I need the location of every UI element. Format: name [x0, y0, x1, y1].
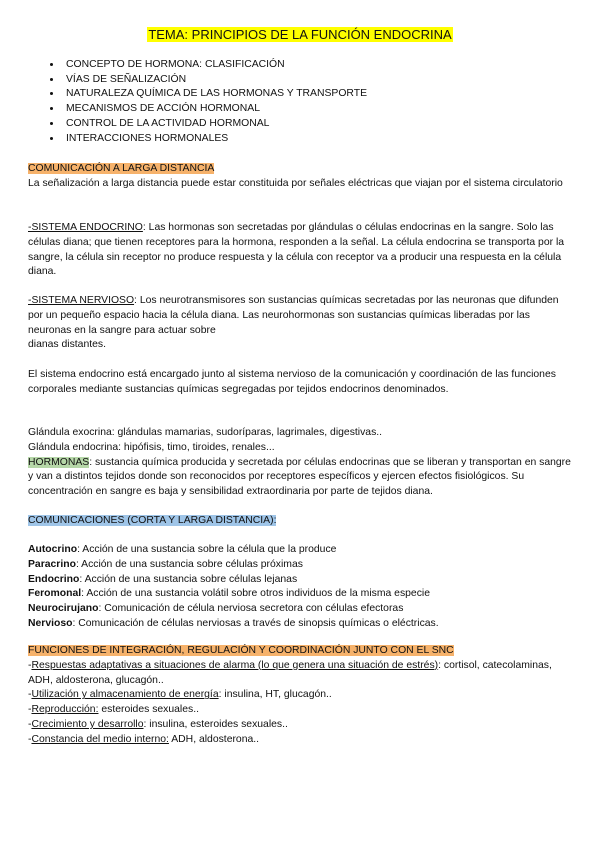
- list-item: [28, 602, 576, 617]
- topic-item: • NATURALEZA QUÍMICA DE LAS HORMONAS Y TRANSPORTE: [62, 87, 367, 102]
- communication-term: Endocrino: [28, 573, 80, 585]
- list-item: [28, 558, 576, 573]
- endocrine-system-paragraph: [28, 221, 576, 280]
- list-item: -Constancia del medio interno: ADH, aldosterona..: [28, 733, 260, 745]
- function-label: Crecimiento y desarrollo: [31, 718, 144, 730]
- function-label: Utilización y almacenamiento de energía: [31, 689, 219, 701]
- list-item: [28, 587, 576, 602]
- hormones-label: HORMONAS: [28, 456, 90, 468]
- communication-term: Nervioso: [28, 617, 73, 629]
- endocrine-gland-line: Glándula endocrina: hipófisis, timo, tiroides, renales...: [28, 441, 275, 453]
- nervous-system-paragraph: [28, 294, 576, 353]
- list-item: [28, 617, 576, 632]
- long-distance-heading: COMUNICACIÓN A LARGA DISTANCIA: [28, 163, 215, 174]
- endocrine-system-text: : Las hormonas son secretadas por glándulas o células endocrinas en la sangre. Solo las células diana; que tienen receptores para la hormona, responden a la señal. La célula endocrina se transporta por la sangre, la célula sin receptor no produce respuesta y la célula con receptor va a producir una respuesta en la célula diana.: [28, 222, 565, 278]
- list-item: -Respuestas adaptativas a situaciones de alarma (lo que genera una situación de estrés): cortisol, catecolaminas, ADH, aldosterona, glucagón..: [28, 659, 552, 686]
- list-item: [28, 573, 576, 588]
- function-text: : insulina, esteroides sexuales..: [143, 718, 288, 730]
- function-label: Constancia del medio interno:: [31, 733, 169, 745]
- communication-term: Paracrino: [28, 558, 76, 570]
- nervous-system-text-end: dianas distantes.: [28, 339, 106, 351]
- topic-item: • CONCEPTO DE HORMONA: CLASIFICACIÓN: [62, 58, 367, 73]
- communications-list: [28, 543, 576, 632]
- function-text: ADH, aldosterona..: [168, 733, 260, 745]
- topic-item: • VÍAS DE SEÑALIZACIÓN: [62, 73, 367, 88]
- list-item: [28, 543, 576, 558]
- communication-desc: : Comunicación de célula nerviosa secretora con células efectoras: [98, 603, 404, 615]
- topic-item: • INTERACCIONES HORMONALES: [62, 132, 367, 147]
- communication-desc: : Acción de una sustancia sobre la célula que la produce: [77, 544, 337, 555]
- list-item: -Reproducción: esteroides sexuales..: [28, 704, 199, 716]
- function-text: esteroides sexuales..: [98, 704, 199, 716]
- communication-desc: : Acción de una sustancia volátil sobre otros individuos de la misma especie: [81, 588, 430, 600]
- long-distance-intro: La señalización a larga distancia puede estar constituida por señales eléctricas que viajan por el sistema circulatorio: [28, 177, 563, 189]
- glands-section: [28, 426, 576, 500]
- topic-item: • MECANISMOS DE ACCIÓN HORMONAL: [62, 102, 367, 117]
- title-block: [0, 26, 600, 45]
- communications-heading: COMUNICACIONES (CORTA Y LARGA DISTANCIA):: [28, 515, 277, 526]
- function-label: Reproducción:: [31, 704, 99, 716]
- function-text: : insulina, HT, glucagón..: [218, 689, 332, 701]
- hormones-text: : sustancia química producida y secretada por células endocrinas que se liberan y transportan en sangre y van a distintos tejidos donde son reconocidos por receptores específicos y ejercen efectos fisiológicos. Su concentración en sangre es baja y sensibilidad extraordinaria por parte de tejidos diana.: [28, 456, 571, 498]
- nervous-system-label: -SISTEMA NERVIOSO: [28, 295, 135, 306]
- communication-term: Neurocirujano: [28, 603, 99, 615]
- communication-desc: : Acción de una sustancia sobre células próximas: [75, 558, 303, 570]
- functions-heading: FUNCIONES DE INTEGRACIÓN, REGULACIÓN Y COORDINACIÓN JUNTO CON EL SNC: [28, 645, 454, 656]
- summary-paragraph: [28, 368, 576, 398]
- communication-term: Feromonal: [28, 588, 82, 600]
- endocrine-system-label: -SISTEMA ENDOCRINO: [28, 222, 143, 233]
- communication-desc: : Acción de una sustancia sobre células lejanas: [79, 573, 298, 585]
- nervous-system-text: : Los neurotransmisores son sustancias químicas secretadas por las neuronas que difunden por un pequeño espacio hacia la célula diana. Las neurohormonas son sustancias químicas liberadas por las neuronas en la sangre para actuar sobre: [28, 295, 559, 336]
- page-title: TEMA: PRINCIPIOS DE LA FUNCIÓN ENDOCRINA: [148, 27, 452, 42]
- topic-item: • CONTROL DE LA ACTIVIDAD HORMONAL: [62, 117, 367, 132]
- topics-list: [28, 58, 367, 146]
- long-distance-section: [28, 162, 576, 192]
- function-label: Respuestas adaptativas a situaciones de alarma (lo que genera una situación de estrés): [31, 659, 439, 671]
- list-item: -Utilización y almacenamiento de energía: insulina, HT, glucagón..: [28, 689, 332, 701]
- function-text: : cortisol, catecolaminas, ADH, aldosterona, glucagón..: [28, 659, 552, 686]
- list-item: -Crecimiento y desarrollo: insulina, esteroides sexuales..: [28, 718, 288, 730]
- exocrine-gland-line: Glándula exocrina: glándulas mamarias, sudoríparas, lagrimales, digestivas..: [28, 427, 383, 438]
- communication-term: Autocrino: [28, 544, 78, 555]
- communication-desc: : Comunicación de células nerviosas a través de sinopsis químicas o eléctricas.: [72, 617, 439, 629]
- communications-heading-block: [28, 514, 576, 529]
- summary-text: El sistema endocrino está encargado junto al sistema nervioso de la comunicación y coordinación de las funciones corporales mediante sustancias químicas segregadas por tejidos endocrinos denominados.: [28, 369, 556, 395]
- functions-section: [28, 644, 576, 748]
